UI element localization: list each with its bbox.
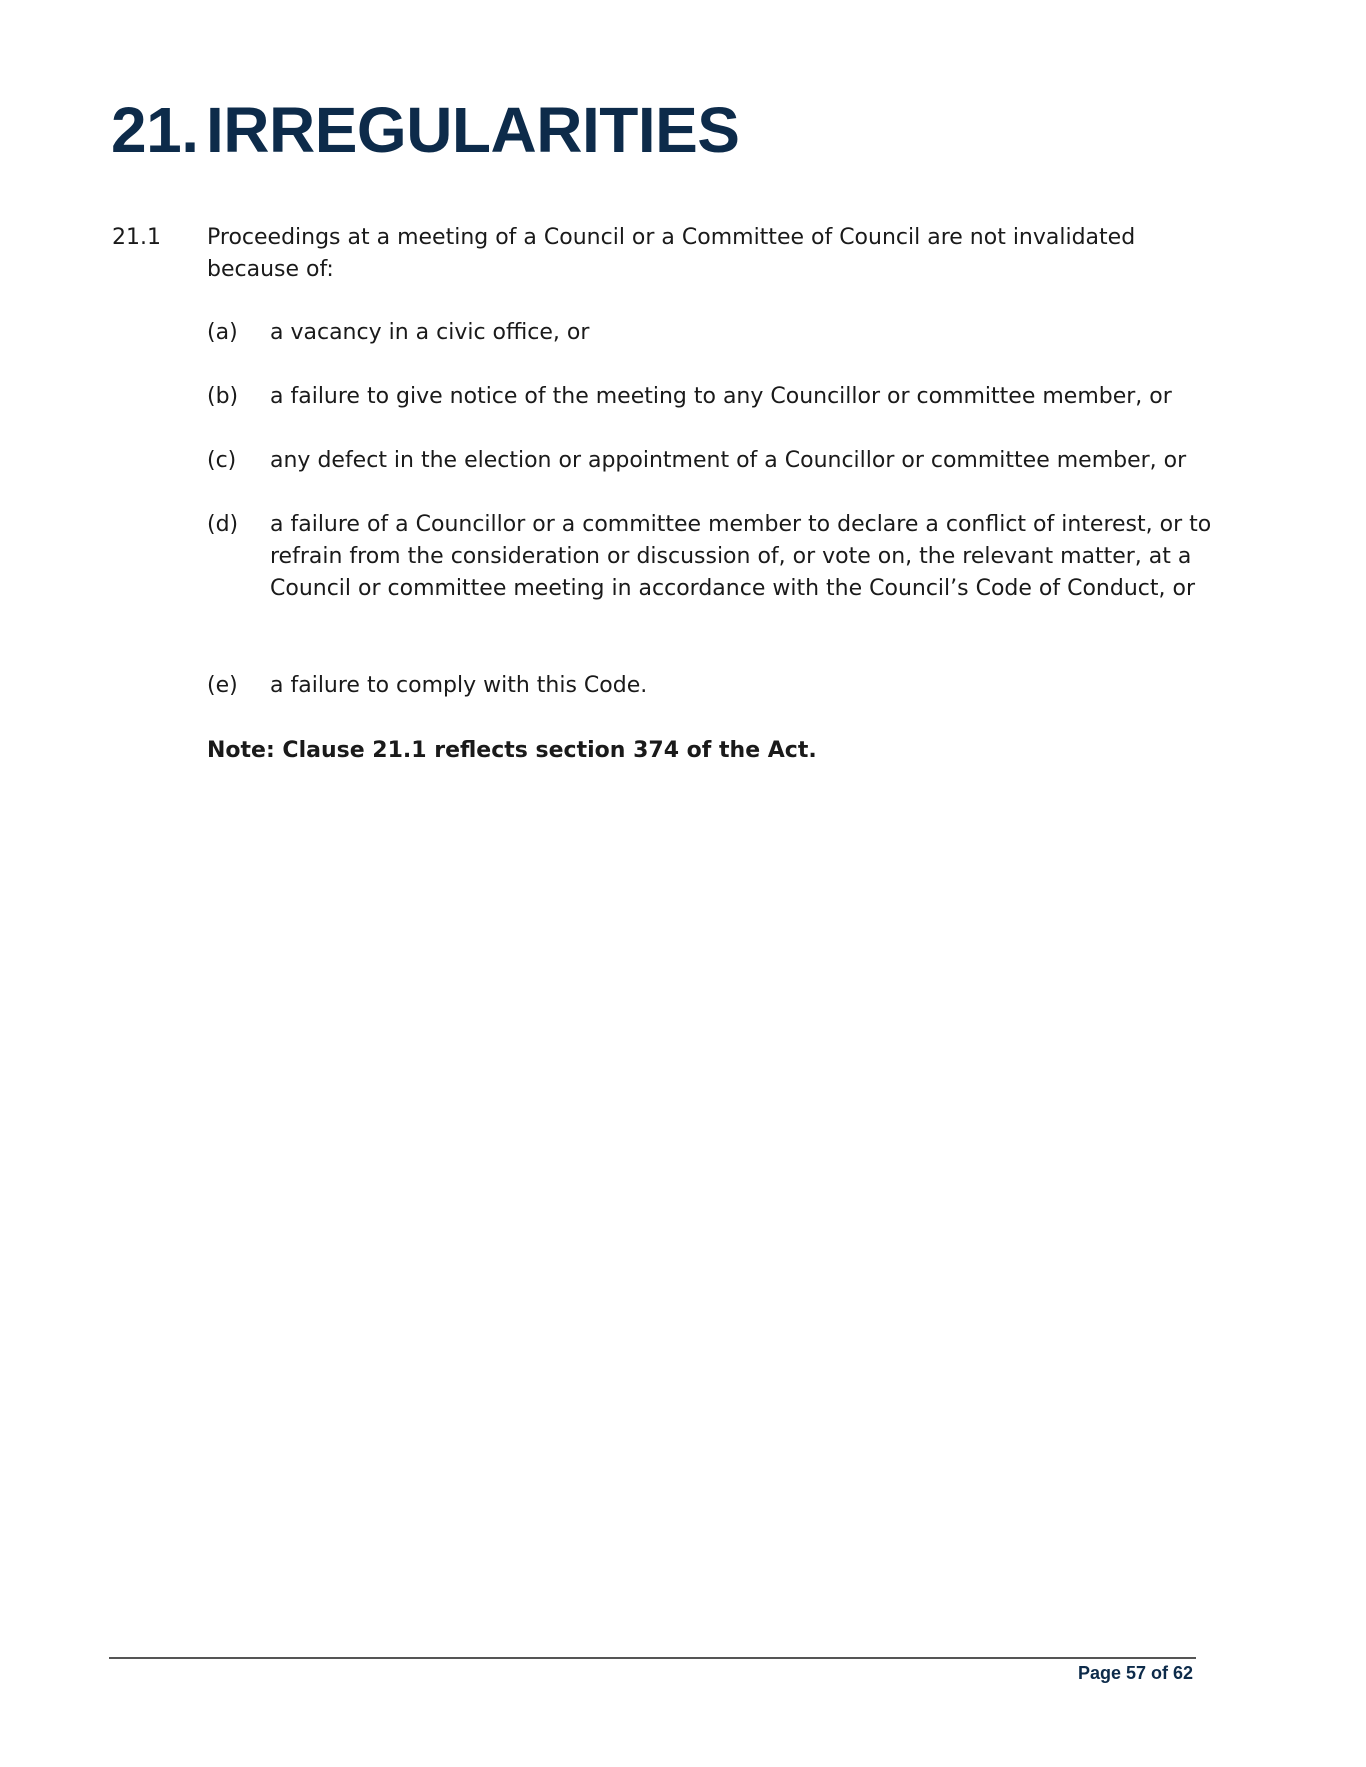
list-item-label: (a) [207, 320, 238, 345]
clause-number: 21.1 [112, 225, 161, 250]
clause-text: Proceedings at a meeting of a Council or a Committee of Council are not invalidated because of: [207, 225, 1136, 282]
list-item-label: (c) [207, 448, 237, 473]
list-item-label: (e) [207, 673, 238, 698]
list-item-label: (b) [207, 384, 239, 409]
heading-number: 21. [111, 94, 199, 166]
footer-divider [109, 1657, 1196, 1659]
clause-note: Note: Clause 21.1 reflects section 374 of the Act. [207, 738, 817, 763]
list-item-text: a vacancy in a civic office, or [270, 320, 590, 345]
list-item-text: a failure of a Councillor or a committee member to declare a conflict of interest, or to refrain from the consideration or discussion of, or vote on, the relevant matter, at a Council or committee meeting in accordance with the Council’s Code of Conduct, or [270, 512, 1212, 601]
list-item-text: a failure to give notice of the meeting to any Councillor or committee member, or [270, 384, 1172, 409]
list-item-text: a failure to comply with this Code. [270, 673, 648, 698]
list-item-label: (d) [207, 512, 239, 537]
page-number: Page 57 of 62 [1077, 1663, 1193, 1683]
page-heading [111, 94, 740, 166]
heading-title: IRREGULARITIES [206, 94, 740, 166]
list-item-text: any defect in the election or appointment of a Councillor or committee member, or [270, 448, 1187, 473]
